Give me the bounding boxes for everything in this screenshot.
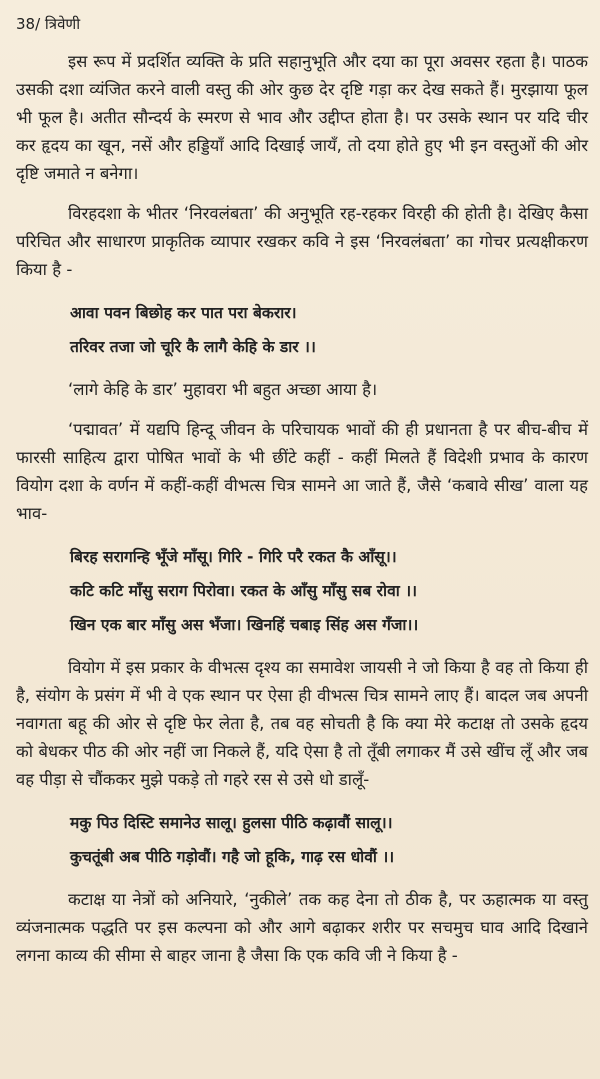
running-head: 38/ त्रिवेणी: [16, 15, 81, 33]
paragraph: इस रूप में प्रदर्शित व्यक्ति के प्रति सहानुभूति और दया का पूरा अवसर रहता है। पाठक उसकी दशा व्यंजित करने वाली वस्तु की ओर कुछ देर दृष्टि गड़ा कर देख सकते हैं। मुरझाया फूल भी फूल है। अतीत सौन्दर्य के स्मरण से भाव और उद्दीप्त होता है। पर उसके स्थान पर यदि चीर कर हृदय का खून, नसें और हड्डियाँ आदि दिखाई जायँ, तो दया होते हुए भी इन वस्तुओं की ओर दृष्टि जमाते न बनेगा।: [16, 52, 588, 183]
verse-line: कटि कटि माँसु सराग पिरोवा। रकत के आँसु माँसु सब रोवा ।।: [70, 582, 418, 600]
verse-line: आवा पवन बिछोह कर पात परा बेकरार।: [70, 304, 297, 322]
verse-block: [70, 806, 588, 874]
paragraph: ‘पद्मावत’ में यद्यपि हिन्दू जीवन के परिचायक भावों की ही प्रधानता है पर बीच-बीच में फारसी साहित्य द्वारा पोषित भावों के भी छींटे कहीं - कहीं मिलते हैं विदेशी प्रभाव के कारण वियोग दशा के वर्णन में कहीं-कहीं वीभत्स चित्र सामने आ जाते हैं, जैसे ‘कबावे सीख’ वाला यह भाव-: [16, 420, 588, 523]
paragraph: ‘लागे केहि के डार’ मुहावरा भी बहुत अच्छा आया है।: [68, 380, 378, 399]
verse-line: खिन एक बार माँसु अस भँजा। खिनहिं चबाइ सिंह अस गँजा।।: [70, 616, 419, 634]
paragraph: विरहदशा के भीतर ‘निरवलंबता’ की अनुभूति रह-रहकर विरही की होती है। देखिए कैसा परिचित और साधारण प्राकृतिक व्यापार रखकर कवि ने इस ‘निरवलंबता’ का गोचर प्रत्यक्षीकरण किया है -: [16, 204, 588, 279]
paragraph: कटाक्ष या नेत्रों को अनियारे, ‘नुकीले’ तक कह देना तो ठीक है, पर ऊहात्मक या वस्तु व्यंजनात्मक पद्धति पर इस कल्पना को और आगे बढ़ाकर शरीर पर सचमुच घाव आदि दिखाने लगना काव्य की सीमा से बाहर जाना है जैसा कि एक कवि जी ने किया है -: [16, 890, 588, 965]
verse-line: मकु पिउ दिस्टि समानेउ सालू। हुलसा पीठि कढ़ावौं सालू।।: [70, 814, 393, 832]
paragraph: वियोग में इस प्रकार के वीभत्स दृश्य का समावेश जायसी ने जो किया है वह तो किया ही है, संयोग के प्रसंग में भी वे एक स्थान पर ऐसा ही वीभत्स चित्र सामने लाए हैं। बादल जब अपनी नवागता बहू की ओर से दृष्टि फेर लेता है, तब वह सोचती है कि क्या मेरे कटाक्ष तो उसके हृदय को बेधकर पीठ की ओर नहीं जा निकले हैं, यदि ऐसा है तो तूँबी लगाकर मैं उसे खींच लूँ और जब वह पीड़ा से चौंककर मुझे पकड़े तो गहरे रस से उसे धो डालूँ-: [16, 658, 588, 789]
verse-line: कुचतूंबी अब पीठि गड़ोवौं। गहै जो हूकि, गाढ़ रस धोवौं ।।: [70, 848, 395, 866]
verse-block: [70, 296, 588, 364]
verse-block: [70, 540, 588, 642]
verse-line: तरिवर तजा जो चूरि कै लागै केहि के डार ।।: [70, 338, 316, 356]
verse-line: बिरह सरागन्हि भूँजे माँसू। गिरि - गिरि परै रकत कै आँसू।।: [70, 548, 397, 566]
